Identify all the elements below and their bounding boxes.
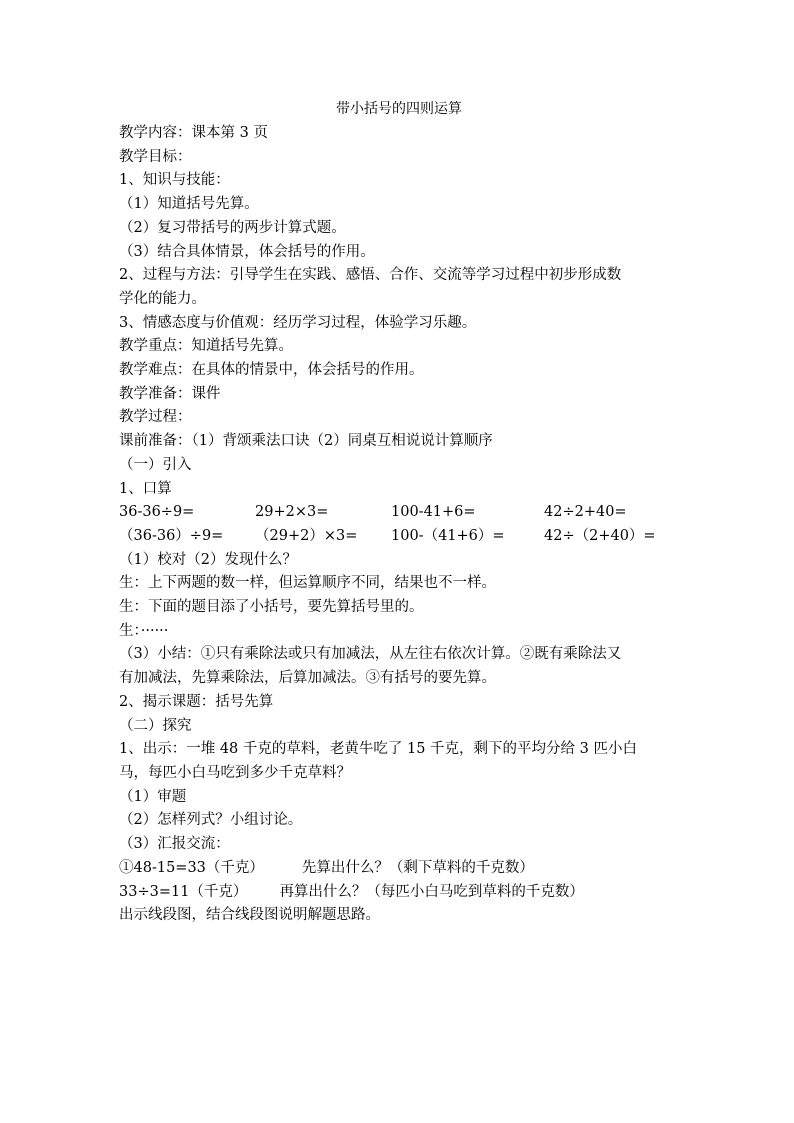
calc-item: 42÷2+40= <box>544 504 627 521</box>
difficult-point: 教学难点：在具体的情景中，体会括号的作用。 <box>119 362 424 379</box>
section-intro: （一）引入 <box>119 456 192 473</box>
student-answer-3: 生：······ <box>119 622 169 639</box>
goal-process-a: 2、过程与方法：引导学生在实践、感悟、合作、交流等学习过程中初步形成数 <box>119 267 622 284</box>
check-discover: （1）校对（2）发现什么？ <box>119 551 297 568</box>
goal-knowledge: 1、知识与技能： <box>119 172 230 189</box>
equation-2 <box>119 881 679 905</box>
calc-item: （36-36）÷9= <box>119 527 224 544</box>
teaching-content: 教学内容：课本第 3 页 <box>119 125 268 141</box>
equation-1-note: 先算出什么？（剩下草料的千克数） <box>301 859 534 876</box>
calc-item: 29+2×3= <box>255 504 329 521</box>
goal-attitude: 3、情感态度与价值观：经历学习过程，体验学习乐趣。 <box>119 314 477 331</box>
calc-item: 100-（41+6）= <box>391 527 505 544</box>
segment-diagram-note: 出示线段图，结合线段图说明解题思路。 <box>119 907 380 924</box>
step-review: （1）审题 <box>119 788 187 805</box>
calc-row-2 <box>119 525 679 549</box>
key-point: 教学重点：知道括号先算。 <box>119 338 293 355</box>
teaching-process: 教学过程： <box>119 409 192 426</box>
document-body <box>119 96 679 928</box>
pre-class-prep: 课前准备：（1）背颂乘法口诀（2）同桌互相说说计算顺序 <box>119 433 493 450</box>
goal-knowledge-2: （2）复习带括号的两步计算式题。 <box>119 219 346 236</box>
teaching-prep: 教学准备：课件 <box>119 385 221 402</box>
student-answer-2: 生：下面的题目添了小括号，要先算括号里的。 <box>119 599 424 616</box>
equation-1-expr: ①48-15=33（千克） <box>119 859 264 876</box>
section-explore: （二）探究 <box>119 717 192 734</box>
equation-2-expr: 33÷3=11（千克） <box>119 883 248 900</box>
calc-item: 42÷（2+40）= <box>544 527 656 544</box>
equation-2-note: 再算出什么？（每匹小白马吃到草料的千克数） <box>279 883 584 900</box>
problem-a: 1、出示：一堆 48 千克的草料，老黄牛吃了 15 千克，剩下的平均分给 3 匹小白 <box>119 741 638 758</box>
summary-a: （3）小结：①只有乘除法或只有加减法，从左往右依次计算。②既有乘除法又 <box>119 646 622 663</box>
calc-item: （29+2）×3= <box>255 527 358 544</box>
step-report: （3）汇报交流： <box>119 836 230 853</box>
goal-process-b: 学化的能力。 <box>119 290 206 307</box>
calc-item: 100-41+6= <box>391 504 476 521</box>
page-title: 带小括号的四则运算 <box>336 101 462 117</box>
student-answer-1: 生：上下两题的数一样，但运算顺序不同，结果也不一样。 <box>119 575 496 592</box>
problem-b: 马，每匹小白马吃到多少千克草料？ <box>119 764 351 781</box>
summary-b: 有加减法，先算乘除法，后算加减法。③有括号的要先算。 <box>119 670 496 687</box>
goal-knowledge-1: （1）知道括号先算。 <box>119 196 259 213</box>
teaching-goal-heading: 教学目标： <box>119 148 192 165</box>
oral-calc-heading: 1、口算 <box>119 480 172 497</box>
reveal-topic: 2、揭示课题：括号先算 <box>119 693 274 710</box>
goal-knowledge-3: （3）结合具体情景，体会括号的作用。 <box>119 243 375 260</box>
calc-row-1 <box>119 501 679 525</box>
equation-1 <box>119 857 679 881</box>
calc-item: 36-36÷9= <box>119 504 195 521</box>
step-discuss: （2）怎样列式？小组讨论。 <box>119 812 303 829</box>
